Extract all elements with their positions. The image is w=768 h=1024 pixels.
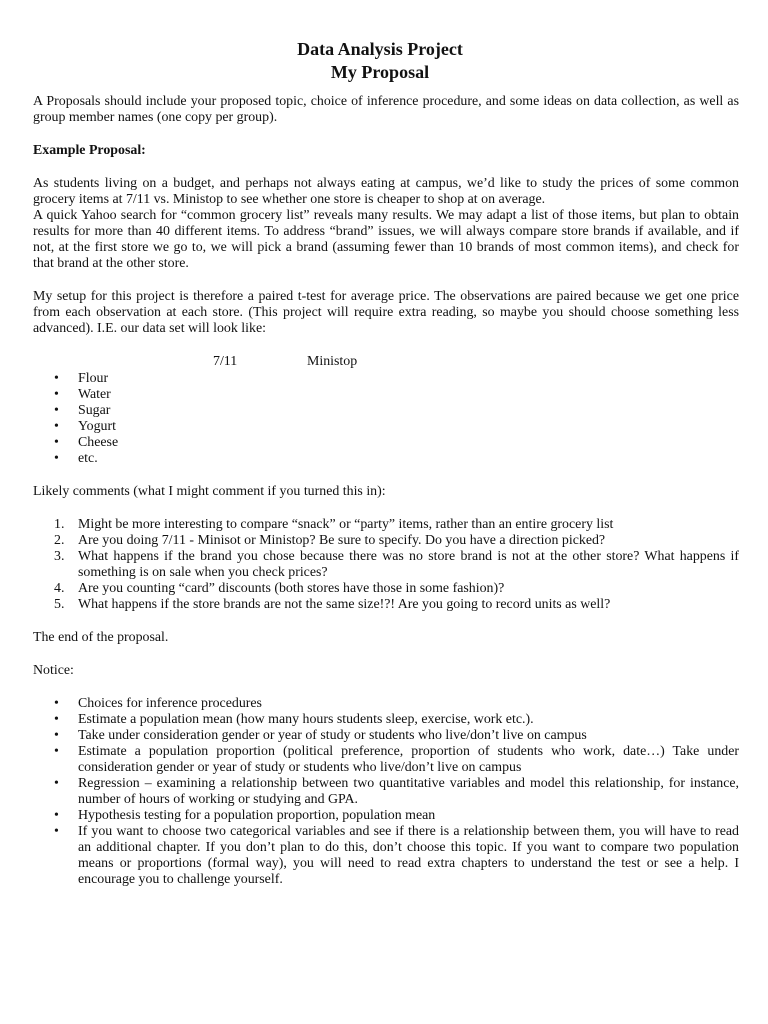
list-item: • Cheese bbox=[54, 435, 119, 450]
bullet-icon: • bbox=[54, 419, 59, 434]
bullet-icon: • bbox=[54, 824, 59, 839]
list-item: • Hypothesis testing for a population proportion, population mean bbox=[54, 808, 436, 823]
column-header-711: 7/11 bbox=[213, 354, 238, 369]
list-number: 4. bbox=[54, 581, 65, 596]
list-item: 3. What happens if the brand you chose because there was no store brand is not at the other store? What happens if something is on sale when you check prices? bbox=[54, 549, 739, 580]
list-item: • Water bbox=[54, 387, 111, 402]
bullet-icon: • bbox=[54, 808, 59, 823]
list-number: 2. bbox=[54, 533, 65, 548]
list-item: • Estimate a population mean (how many hours students sleep, exercise, work etc.). bbox=[54, 712, 534, 727]
bullet-icon: • bbox=[54, 451, 59, 466]
list-item: • etc. bbox=[54, 451, 98, 466]
bullet-icon: • bbox=[54, 387, 59, 402]
list-number: 1. bbox=[54, 517, 65, 532]
comments-list bbox=[33, 517, 739, 613]
column-header-ministop: Ministop bbox=[307, 354, 358, 369]
list-item: • Yogurt bbox=[54, 419, 116, 434]
list-item: 2. Are you doing 7/11 - Minisot or Ministop? Be sure to specify. Do you have a direction picked? bbox=[54, 533, 606, 548]
list-item: 5. What happens if the store brands are not the same size!?! Are you going to record units as well? bbox=[54, 597, 611, 612]
example-paragraph-2: A quick Yahoo search for “common grocery list” reveals many results. We may adapt a list of those items, but plan to obtain results for more than 40 different items. To address “brand” issues, we will always compare store brands if available, and if not, at the first store we go to, we will pick a brand (assuming fewer than 10 brands of most common items), and check for that brand at the other store. bbox=[33, 208, 739, 271]
end-of-proposal-text: The end of the proposal. bbox=[33, 630, 169, 645]
bullet-icon: • bbox=[54, 728, 59, 743]
bullet-icon: • bbox=[54, 776, 59, 791]
notice-heading: Notice: bbox=[33, 663, 74, 678]
bullet-icon: • bbox=[54, 744, 59, 759]
notice-list bbox=[33, 696, 739, 888]
setup-paragraph: My setup for this project is therefore a paired t-test for average price. The observations are paired because we get one price from each observation at each store. (This project will require extra reading, so maybe you should choose something less advanced). I.E. our data set will look like: bbox=[33, 289, 739, 336]
data-table-header bbox=[33, 354, 739, 370]
intro-paragraph: A Proposals should include your proposed topic, choice of inference procedure, and some ideas on data collection, as well as group member names (one copy per group). bbox=[33, 94, 739, 125]
bullet-icon: • bbox=[54, 435, 59, 450]
example-paragraph-1: As students living on a budget, and perhaps not always eating at campus, we’d like to study the prices of some common grocery items at 7/11 vs. Ministop to see whether one store is cheaper to shop at on average. bbox=[33, 176, 739, 207]
grocery-item-list bbox=[33, 371, 739, 467]
list-item: • Flour bbox=[54, 371, 109, 386]
list-item: 4. Are you counting “card” discounts (both stores have those in some fashion)? bbox=[54, 581, 505, 596]
bullet-icon: • bbox=[54, 371, 59, 386]
list-item: • Sugar bbox=[54, 403, 111, 418]
document-title: Data Analysis Project bbox=[297, 39, 463, 59]
list-item: • Take under consideration gender or year of study or students who live/don’t live on campus bbox=[54, 728, 587, 743]
list-item: • If you want to choose two categorical variables and see if there is a relationship between them, you will have to read an additional chapter. If you don’t plan to do this, don’t choose this topic. If you want to compare two population means or proportions (formal way), you will need to read extra chapters to understand the test or see a help. I encourage you to challenge yourself. bbox=[54, 824, 739, 887]
bullet-icon: • bbox=[54, 696, 59, 711]
bullet-icon: • bbox=[54, 712, 59, 727]
list-item: • Estimate a population proportion (political preference, proportion of students who work, date…) Take under consideration gender or year of study or students who live/don’t live on campus bbox=[54, 744, 739, 775]
document-page bbox=[33, 38, 739, 888]
list-number: 5. bbox=[54, 597, 65, 612]
list-item: • Regression – examining a relationship between two quantitative variables and model this relationship, for instance, number of hours of working or studying and GPA. bbox=[54, 776, 739, 807]
example-heading: Example Proposal: bbox=[33, 143, 146, 158]
comments-heading: Likely comments (what I might comment if you turned this in): bbox=[33, 484, 386, 499]
list-item: 1. Might be more interesting to compare “snack” or “party” items, rather than an entire grocery list bbox=[54, 517, 614, 532]
document-subtitle: My Proposal bbox=[330, 62, 430, 82]
list-number: 3. bbox=[54, 549, 65, 564]
bullet-icon: • bbox=[54, 403, 59, 418]
list-item: • Choices for inference procedures bbox=[54, 696, 262, 711]
